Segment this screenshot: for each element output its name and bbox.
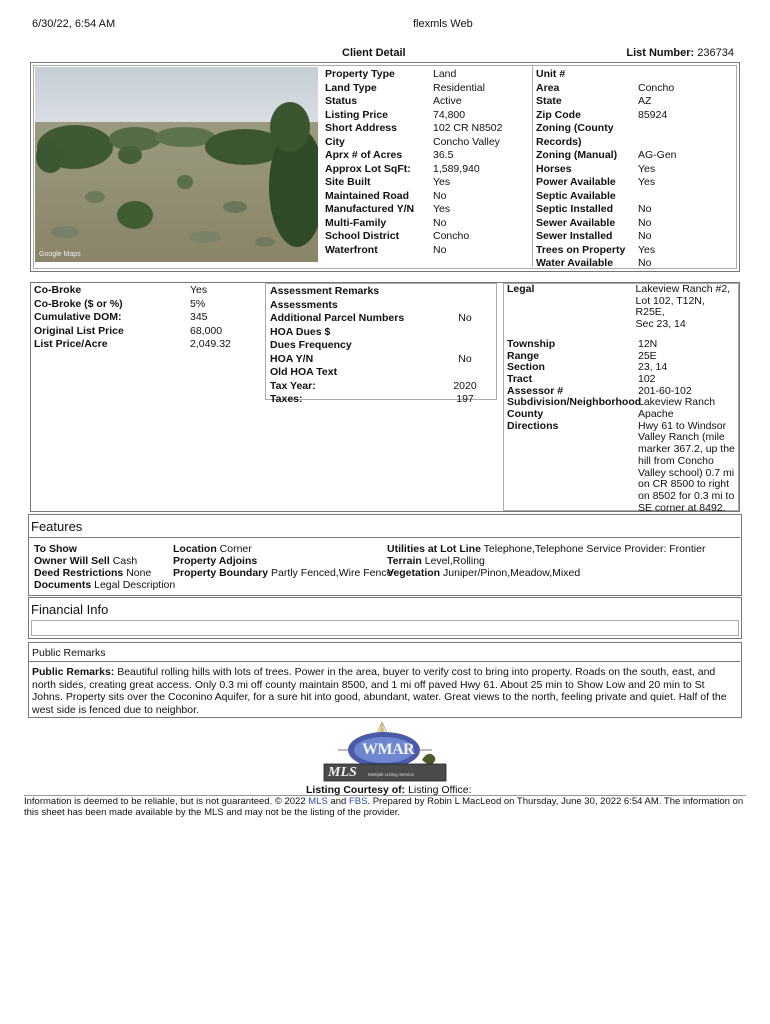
field-value: 5% — [190, 297, 206, 310]
legal-row — [507, 362, 735, 374]
feature-item: Terrain Level,Rolling — [387, 555, 485, 567]
text-line: Valley school) 0.7 mi — [638, 466, 735, 479]
field-row — [325, 109, 502, 123]
field-label: Site Built — [325, 176, 371, 188]
public-remarks-title: Public Remarks — [32, 647, 106, 659]
field-label: Manufactured Y/N — [325, 203, 415, 215]
field-label: Subdivision/Neighborhood — [507, 396, 642, 409]
field-label: Sewer Installed — [536, 230, 613, 242]
photo-watermark: Google Maps — [39, 251, 81, 258]
field-row — [270, 285, 490, 299]
field-value: Yes — [638, 162, 656, 175]
text-line: marker 367.2, up the — [638, 443, 735, 456]
field-value: Concho Valley — [433, 135, 500, 148]
field-value: 36.5 — [433, 149, 454, 161]
text-line: Hwy 61 to Windsor — [638, 419, 727, 432]
directions-label: Directions — [507, 419, 559, 432]
field-value: 102 — [638, 372, 656, 385]
feature-item: Deed Restrictions None — [34, 567, 152, 579]
field-value: No — [638, 257, 652, 269]
field-row — [536, 244, 677, 258]
legal-label: Legal — [507, 283, 535, 295]
field-row — [325, 95, 502, 109]
field-value: No — [638, 203, 652, 215]
text-line: on 8502 for 0.3 mi to — [638, 489, 735, 502]
field-value: Land — [433, 68, 457, 80]
field-value: 68,000 — [190, 324, 223, 337]
remarks-divider — [28, 661, 740, 662]
field-value: No — [433, 216, 447, 229]
field-row — [536, 217, 677, 231]
field-value: Concho — [433, 230, 470, 242]
field-value: Yes — [190, 284, 208, 296]
mls-link[interactable]: MLS — [308, 796, 328, 807]
field-row — [325, 163, 502, 177]
field-row — [536, 82, 677, 96]
logo-mls-text: MLS — [328, 765, 357, 780]
field-row — [34, 325, 231, 339]
field-value: 345 — [190, 311, 208, 323]
field-row — [325, 136, 502, 150]
field-label: Range — [507, 349, 540, 362]
property-fields-col1 — [325, 68, 502, 257]
landscape-photo — [35, 67, 318, 262]
legal-block — [507, 284, 735, 514]
field-row — [34, 298, 231, 312]
field-value: Concho — [638, 81, 675, 94]
text-line: Lot 102, T12N, R25E, — [635, 294, 705, 319]
field-row — [34, 284, 231, 298]
field-value: No — [433, 189, 447, 202]
field-row — [270, 312, 490, 326]
field-value: No — [458, 352, 472, 365]
wmar-mls-logo — [322, 720, 448, 782]
field-value: AZ — [638, 95, 652, 107]
field-row — [536, 230, 677, 244]
broke-fields — [34, 284, 231, 352]
feature-item: To Show — [34, 543, 77, 555]
field-value: 102 CR N8502 — [433, 122, 503, 134]
feature-item: Property Adjoins — [173, 555, 258, 567]
footer-disclaimer: Information is deemed to be reliable, but is not guaranteed. © 2022 MLS and FBS. Prepared by Robin L MacLeod on Thursday, June 30, 2022 6:54 AM. The information on this sheet has been made available by the MLS and may not be the listing of the provider. — [24, 796, 744, 818]
field-row — [536, 68, 677, 82]
field-label: Short Address — [325, 122, 397, 134]
field-row — [270, 299, 490, 313]
field-label: Tract — [507, 372, 533, 385]
field-row — [325, 230, 502, 244]
field-label: Listing Price — [325, 108, 389, 121]
field-label: Approx Lot SqFt: — [325, 162, 411, 175]
assessment-fields — [270, 285, 490, 407]
field-label: Trees on Property — [536, 243, 626, 256]
field-value — [440, 366, 490, 380]
field-label: Septic Available — [536, 189, 616, 202]
field-row — [536, 163, 677, 177]
field-label: Multi-Family — [325, 216, 387, 229]
field-row — [270, 393, 490, 407]
field-label: Property Type — [325, 68, 395, 80]
field-value: No — [638, 230, 652, 242]
text-line: on CR 8500 to right — [638, 478, 730, 491]
property-fields-col2-frame — [532, 65, 534, 267]
legal-row — [507, 409, 735, 421]
field-row — [536, 95, 677, 109]
print-date: 6/30/22, 6:54 AM — [32, 18, 116, 30]
feature-item: Owner Will Sell Cash — [34, 555, 138, 567]
feature-item: Utilities at Lot Line Telephone,Telephone Service Provider: Frontier — [387, 543, 706, 555]
field-label: City — [325, 135, 345, 148]
field-row — [34, 311, 231, 325]
field-row — [270, 380, 490, 394]
field-label: Power Available — [536, 176, 616, 188]
field-value — [440, 285, 490, 299]
logo-subtitle: Multiple Listing Service — [368, 772, 415, 777]
field-label: Additional Parcel Numbers — [270, 312, 405, 324]
text-line: hill from Concho — [638, 454, 714, 467]
text-line: Lakeview Ranch #2, — [635, 283, 731, 295]
field-value: AG-Gen — [638, 149, 677, 161]
field-value: Active — [433, 95, 462, 107]
feature-item: Documents Legal Description — [34, 579, 176, 591]
field-row — [270, 339, 490, 353]
financial-content — [31, 620, 739, 636]
public-remarks-text: Public Remarks: Beautiful rolling hills with lots of trees. Power in the area, buyer to verify cost to bring into property. Roads on the south, east, and north sides, creating great access. Only 0.3 mi off county maintain 8500, and 1 mi off paved Hwy 61. About 25 min to Show Low and 20 min to St Johns. Property sits over the Coconino Aquifer, for a sure hit into good, abundant, water. Great views to the north, feeling private and quiet. Half of the west side is fenced due to neighbor. — [32, 666, 727, 716]
field-row — [325, 149, 502, 163]
property-photo[interactable] — [35, 67, 318, 262]
field-label: Old HOA Text — [270, 366, 338, 378]
field-label: Zoning (Manual) — [536, 149, 618, 161]
field-label: Water Available — [536, 257, 614, 269]
field-value: Yes — [638, 243, 656, 256]
field-label: Zip Code — [536, 108, 581, 121]
field-label: Unit # — [536, 68, 566, 80]
field-label: Status — [325, 95, 358, 107]
field-value: Yes — [638, 176, 656, 188]
field-row — [536, 190, 677, 204]
field-value: 2,049.32 — [190, 338, 231, 350]
client-detail-title: Client Detail — [342, 47, 406, 59]
field-value: 25E — [638, 349, 657, 362]
field-label: Assessor # — [507, 384, 564, 397]
field-value: 197 — [456, 393, 474, 405]
field-value: Residential — [433, 81, 485, 94]
field-value: 12N — [638, 337, 658, 350]
features-col1 — [34, 543, 175, 591]
field-row — [325, 176, 502, 190]
financial-title: Financial Info — [31, 602, 109, 617]
field-row — [325, 190, 502, 204]
legal-value — [636, 284, 735, 331]
field-label: County — [507, 408, 544, 421]
field-label: HOA Y/N — [270, 352, 314, 365]
field-label: Aprx # of Acres — [325, 149, 403, 161]
app-title: flexmls Web — [413, 18, 473, 30]
field-value: No — [638, 216, 652, 229]
field-row — [536, 176, 677, 190]
list-number: List Number: 236734 — [626, 47, 734, 59]
field-label: Assessments — [270, 298, 338, 311]
field-label: Cumulative DOM: — [34, 311, 122, 323]
field-row — [536, 122, 677, 136]
field-label: Records) — [536, 135, 582, 148]
field-label: Sewer Available — [536, 216, 616, 229]
field-value: Lakeview Ranch — [638, 396, 716, 409]
field-label: Area — [536, 81, 560, 94]
features-col2 — [173, 543, 392, 579]
field-row — [270, 353, 490, 367]
logo-wmar-text: WMAR — [362, 741, 415, 758]
field-row — [270, 326, 490, 340]
legal-row — [507, 374, 735, 386]
feature-item: Location Corner — [173, 543, 252, 555]
field-value: No — [433, 243, 447, 256]
field-row — [325, 68, 502, 82]
field-label: Co-Broke ($ or %) — [34, 297, 123, 310]
fbs-link[interactable]: FBS — [348, 796, 368, 807]
field-value — [440, 326, 490, 340]
field-label: Dues Frequency — [270, 339, 352, 351]
field-label: Land Type — [325, 81, 377, 94]
field-label: Tax Year: — [270, 379, 316, 392]
field-value: 23, 14 — [638, 361, 668, 374]
field-row — [270, 366, 490, 380]
field-value: 1,589,940 — [433, 162, 480, 175]
field-label: Septic Installed — [536, 203, 614, 215]
features-title: Features — [31, 519, 83, 534]
field-row — [325, 122, 502, 136]
field-value: 201-60-102 — [638, 384, 692, 397]
field-label: Horses — [536, 162, 572, 175]
field-label: Zoning (County — [536, 122, 614, 134]
field-value — [440, 339, 490, 353]
field-row — [325, 203, 502, 217]
field-label: School District — [325, 230, 400, 242]
field-label: Township — [507, 337, 556, 350]
field-value — [440, 299, 490, 313]
field-row — [536, 203, 677, 217]
listing-courtesy: Listing Courtesy of: Listing Office: — [306, 784, 472, 796]
text-line: Sec 23, 14 — [635, 318, 686, 331]
field-label: Maintained Road — [325, 189, 410, 202]
field-row — [325, 244, 502, 258]
field-label: Co-Broke — [34, 284, 82, 296]
field-row — [325, 217, 502, 231]
field-value: 2020 — [453, 379, 477, 392]
field-row — [536, 149, 677, 163]
text-line: Valley Ranch (mile — [638, 431, 725, 444]
features-col3 — [387, 543, 705, 579]
field-label: Section — [507, 361, 545, 374]
legal-row — [507, 339, 735, 351]
field-row — [536, 257, 677, 271]
field-label: Waterfront — [325, 243, 378, 256]
directions-value — [638, 421, 735, 515]
field-row — [536, 136, 677, 150]
field-value: Yes — [433, 203, 451, 215]
feature-item: Vegetation Juniper/Pinon,Meadow,Mixed — [387, 567, 581, 579]
field-row — [536, 109, 677, 123]
field-value: Apache — [638, 408, 674, 421]
field-label: Original List Price — [34, 324, 124, 337]
field-value: Yes — [433, 176, 451, 188]
field-label: Assessment Remarks — [270, 285, 380, 297]
field-row — [34, 338, 231, 352]
field-value: 74,800 — [433, 108, 466, 121]
field-value: 85924 — [638, 108, 668, 121]
field-label: Taxes: — [270, 393, 303, 405]
field-label: List Price/Acre — [34, 338, 108, 350]
field-value: No — [458, 312, 472, 324]
property-fields-col2 — [536, 68, 677, 271]
feature-item: Property Boundary Partly Fenced,Wire Fence — [173, 567, 393, 579]
field-label: HOA Dues $ — [270, 325, 331, 338]
features-divider — [28, 537, 740, 538]
field-label: State — [536, 95, 562, 107]
field-row — [325, 82, 502, 96]
text-line: SE corner at 8492. — [638, 501, 726, 514]
